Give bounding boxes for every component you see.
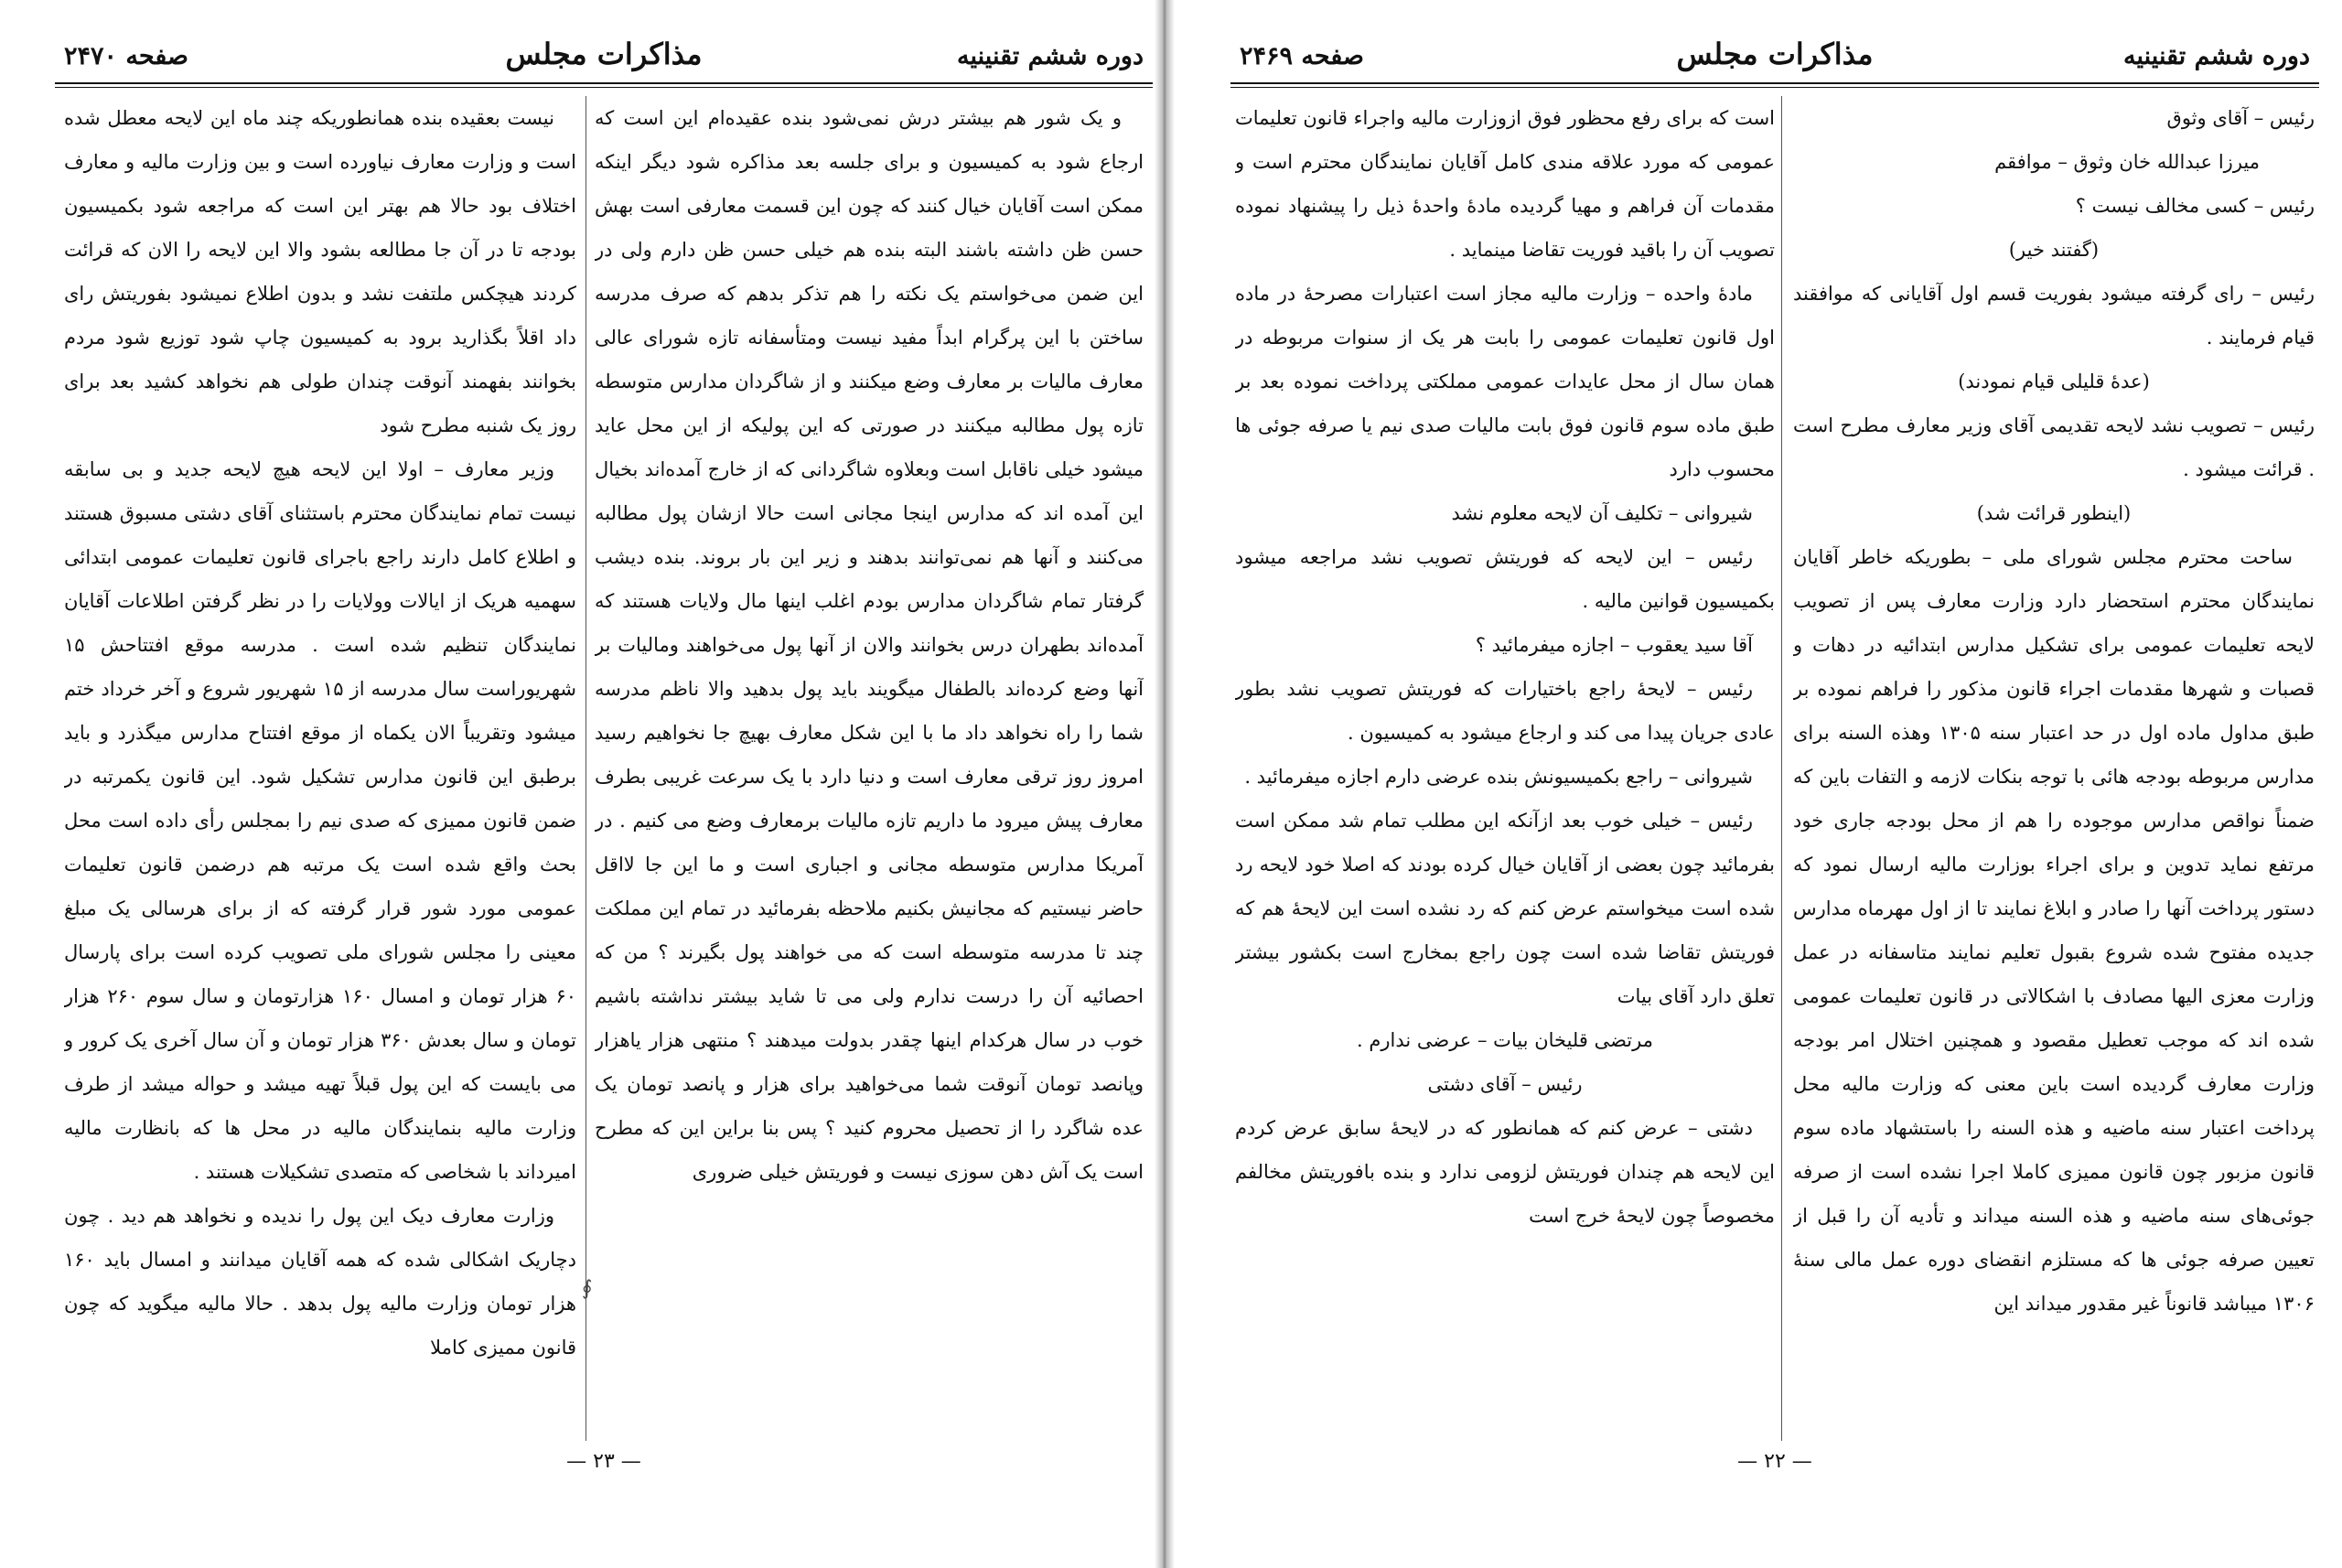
right-column-separator — [1781, 96, 1782, 1441]
paragraph: رئیس – آقای وثوق — [2166, 107, 2315, 129]
left-header-page-number: صفحه ۲۴۷۰ — [64, 42, 188, 70]
paragraph: شیروانی – تکلیف آن لایحه معلوم نشد — [1451, 502, 1753, 524]
left-header-rule-thin — [55, 87, 1153, 88]
paragraph: مرتضی قلیخان بیات – عرضی ندارم . — [1357, 1029, 1653, 1051]
right-page-footer: — ۲۲ — — [1737, 1450, 1812, 1473]
right-header-rule-thin — [1230, 87, 2319, 88]
paragraph: (عدهٔ قلیلی قیام نمودند) — [1958, 371, 2150, 392]
right-page-right-column — [1793, 96, 2315, 1445]
right-header-title: مذاکرات مجلس — [1676, 37, 1874, 71]
right-page-header — [1230, 31, 2319, 82]
paragraph: دشتی – عرض کنم که همانطور که در لایحهٔ سابق عرض کردم این لایحه هم چندان فوریتش لزومی ندارد و بنده بافوریتش مخالفم مخصوصاً چون لایحهٔ خرج است — [1235, 1117, 1775, 1227]
paragraph: شیروانی – راجع بکمیسیونش بنده عرضی دارم اجازه میفرمائید . — [1244, 766, 1753, 788]
paragraph: رئیس – خیلی خوب بعد ازآنکه این مطلب تمام شد ممکن است بفرمائید چون بعضی از آقایان خیال کرده بودند که اصلا خود لایحه رد شده است میخواستم عرض کنم که رد نشده است این لایحهٔ هم که فوریتش تقاضا شده است چون راجع بمخارج است بکشور بیشتر تعلق دارد آقای بیات — [1235, 810, 1775, 1007]
paragraph: رئیس – تصویب نشد لایحه تقدیمی آقای وزیر معارف مطرح است . قرائت میشود . — [1793, 414, 2315, 480]
paragraph: میرزا عبدالله خان وثوق – موافقم — [1994, 151, 2260, 173]
paragraph: آقا سید یعقوب – اجازه میفرمائید ؟ — [1475, 634, 1753, 656]
paragraph: رئیس – لایحهٔ راجع باختیارات که فوریتش تصویب نشد بطور عادی جریان پیدا می کند و ارجاع میشود به کمیسیون . — [1235, 678, 1775, 744]
right-header-rule — [1230, 82, 2319, 84]
paragraph: رئیس – این لایحه که فوریتش تصویب نشد مراجعه میشود بکمیسیون قوانین مالیه . — [1235, 546, 1775, 612]
left-header-rule — [55, 82, 1153, 84]
paragraph: (گفتند خیر) — [2008, 239, 2100, 261]
right-page-left-column — [1235, 96, 1775, 1445]
right-header-page-number: صفحه ۲۴۶۹ — [1240, 42, 1364, 70]
margin-mark-icon: ∮ — [582, 1277, 593, 1300]
right-page — [1230, 0, 2319, 1568]
left-header-title: مذاکرات مجلس — [505, 37, 703, 71]
left-page-header — [55, 31, 1153, 82]
paragraph: و یک شور هم بیشتر درش نمی‌شود بنده عقیده‌ام این است که ارجاع شود به کمیسیون و برای جلسه بعد مذاکره شود دیگر اینکه ممکن است آقایان خیال کنند که چون این قسمت معارفی است بهش حسن ظن داشته باشند البته بنده هم خیلی حسن ظن دارم ولی در این ضمن می‌خواستم یک نکته را هم تذکر بدهم که صرف مدرسه ساختن با این پرگرام ابداً مفید نیست ومتأسفانه تازه شورای عالی معارف مالیات بر معارف وضع میکنند و از شاگردان مدارس متوسطه تازه پول مطالبه میکنند در صورتی که این پولیکه از این محل عاید میشود خیلی ناقابل است وبعلاوه شاگردانی که از خارج آمده‌اند بخیال این آمده اند که مدارس اینجا مجانی است حالا ازشان پول مطالبه می‌کنند و آنها هم نمی‌توانند بدهند و زیر این بار بروند. بنده دیشب گرفتار تمام شاگردان مدارس بودم اغلب اینها مال ولایات هستند که آمده‌اند بطهران درس بخوانند والان از آنها پول می‌خواهند ومالیات بر آنها وضع کرده‌اند بالطفال میگویند باید پول بدهید والا ناظم مدرسه شما را راه نخواهد داد ما با این شکل معارف بهیچ جا نخواهیم رسید امروز روز ترقی معارف است و دنیا دارد با یک سرعت غریبی بطرف معارف پیش میرود ما داریم تازه مالیات برمعارف وضع می کنیم . در آمریکا مدارس متوسطه مجانی و اجباری است و ما این جا لااقل حاضر نیستیم که مجانیش بکنیم ملاحظه بفرمائید در تمام این مملکت چند تا مدرسه متوسطه است که می خواهند پول بگیرند ؟ من که احصائیه آن را درست ندارم ولی می تا شاید بیشتر نداشته باشیم خوب در سال هرکدام اینها چقدر بدولت میدهند ؟ منتهی هزار یاهزار وپانصد تومان آنوقت شما می‌خواهید برای هزار و پانصد تومان یک عده شاگرد را از تحصیل محروم کنید ؟ پس بنا براین این که مطرح است یک آش دهن سوزی نیست و فوریتش خیلی ضروری — [595, 107, 1144, 1183]
paragraph: وزارت معارف دیک این پول را ندیده و نخواهد هم دید . چون دچاریک اشکالی شده که همه آقایان میدانند و امسال باید ۱۶۰ هزار تومان وزارت مالیه پول بدهد . حالا مالیه میگوید که چون قانون ممیزی کاملا — [64, 1205, 576, 1359]
paragraph: مادهٔ واحده – وزارت مالیه مجاز است اعتبارات مصرحهٔ در ماده اول قانون تعلیمات عمومی را بابت هر یک از سنوات مربوطه در همان سال از محل عایدات عمومی مملکتی پرداخت نموده بعد بر طبق ماده سوم قانون فوق بابت مالیات صدی نیم یا صرفه جوئی ها محسوب دارد — [1235, 283, 1775, 480]
left-page-left-column — [64, 96, 576, 1445]
paragraph: رئیس – رای گرفته میشود بفوریت قسم اول آقایانی که موافقند قیام فرمایند . — [1793, 283, 2315, 349]
paragraph: وزیر معارف – اولا این لایحه هیچ لایحه جدید و بی سابقه نیست تمام نمایندگان محترم باستثنای آقای دشتی مسبوق هستند و اطلاع کامل دارند راجع باجرای قانون تعلیمات عمومی ابتدائی سهمیه هریک از ایالات وولایات را در نظر گرفتن اطلاعات آقایان نمایندگان تنظیم شده است . مدرسه موقع افتتاحش ۱۵ شهریوراست سال مدرسه از ۱۵ شهریور شروع و آخر خرداد ختم میشود وتقریباً الان یکماه از موقع افتتاح مدارس میگذرد و باید برطبق این قانون مدارس تشکیل شود. این قانون یکمرتبه در ضمن قانون ممیزی که صدی نیم را بمجلس رأی داده است محل بحث واقع شده است یک مرتبه هم درضمن قانون تعلیمات عمومی مورد شور قرار گرفته که از برای هرسالی یک مبلغ معینی را مجلس شورای ملی تصویب کرده است برای پارسال ۶۰ هزار تومان و امسال ۱۶۰ هزارتومان و سال سوم ۲۶۰ هزار تومان و سال بعدش ۳۶۰ هزار تومان و آن سال آخری یک کرور و می بایست که این پول قبلاً تهیه میشد و حواله میشد از طرف وزارت مالیه بنمایندگان مالیه در محل ها که بانظارت مالیه امیرداند با شخاصی که متصدی تشکیلات هستند . — [64, 458, 576, 1183]
book-gutter — [1155, 0, 1175, 1568]
left-header-session: دوره ششم تقنینیه — [957, 42, 1144, 70]
paragraph: رئیس – آقای دشتی — [1427, 1073, 1583, 1095]
left-page — [55, 0, 1153, 1568]
paragraph: (اینطور قرائت شد) — [1976, 502, 2132, 524]
paragraph: ساحت محترم مجلس شورای ملی – بطوریکه خاطر آقایان نمایندگان محترم استحضار دارد وزارت معارف پس از تصویب لایحه تعلیمات عمومی برای تشکیل مدارس ابتدائیه در دهات و قصبات و شهرها مقدمات اجراء قانون مذکور را فراهم نموده بر طبق مداول ماده اول در حد اعتبار سنه ۱۳۰۵ وهذه السنه برای مدارس مربوطه بودجه هائی با توجه بنکات لازمه و التفات باین که ضمناً نواقص مدارس موجوده را هم از محل بودجه جاری خود مرتفع نماید تدوین و برای اجراء بوزارت مالیه ارسال نمود که دستور پرداخت آنها را صادر و ابلاغ نمایند تا از اول مهرماه مدارس جدیده مفتوح شده شروع بقبول تعلیم نمایند متاسفانه در عمل وزارت معزی الیها مصادف با اشکالاتی در قانون تعلیمات عمومی شده اند که موجب تعطیل مقصود و همچنین اختلال امر بودجه وزارت معارف گردیده است باین معنی که وزارت مالیه محل پرداخت اعتبار سنه ماضیه و هذه السنه را باستشهاد ماده سوم قانون مزبور چون قانون ممیزی کاملا اجرا نشده است از صرفه جوئی‌های سنه ماضیه و هذه السنه میداند و تأدیه آن را قبل از تعیین صرفه جوئی ها که مستلزم انقضای دوره عمل مالی سنهٔ ۱۳۰۶ میباشد قانوناً غیر مقدور میداند این — [1793, 546, 2315, 1315]
paragraph: است که برای رفع محظور فوق ازوزارت مالیه واجراء قانون تعلیمات عمومی که مورد علاقه مندی کامل آقایان نمایندگان محترم است و مقدمات آن فراهم و مهیا گردیده مادهٔ واحدهٔ ذیل را پیشنهاد نموده تصویب آن را باقید فوریت تقاضا مینماید . — [1235, 107, 1775, 261]
paragraph: نیست بعقیده بنده همانطوریکه چند ماه این لایحه معطل شده است و وزارت معارف نیاورده است و بین وزارت مالیه و معارف اختلاف بود حالا هم بهتر این است که مراجعه شود بکمیسیون بودجه تا در آن جا مطالعه بشود والا این لایحه را الان که قرائت کردند هیچکس ملتفت نشد و بدون اطلاع نمیشود بفوریتش رای داد اقلاً بگذارید برود به کمیسیون چاپ شود توزیع شود مردم بخوانند بفهمند آنوقت چندان طولی هم نخواهد کشید بعد برای روز یک شنبه مطرح شود — [64, 107, 576, 436]
left-page-footer: — ۲۳ — — [566, 1450, 641, 1473]
right-header-session: دوره ششم تقنینیه — [2123, 42, 2310, 70]
paragraph: رئیس – کسی مخالف نیست ؟ — [2075, 195, 2315, 217]
left-page-right-column — [595, 96, 1144, 1445]
